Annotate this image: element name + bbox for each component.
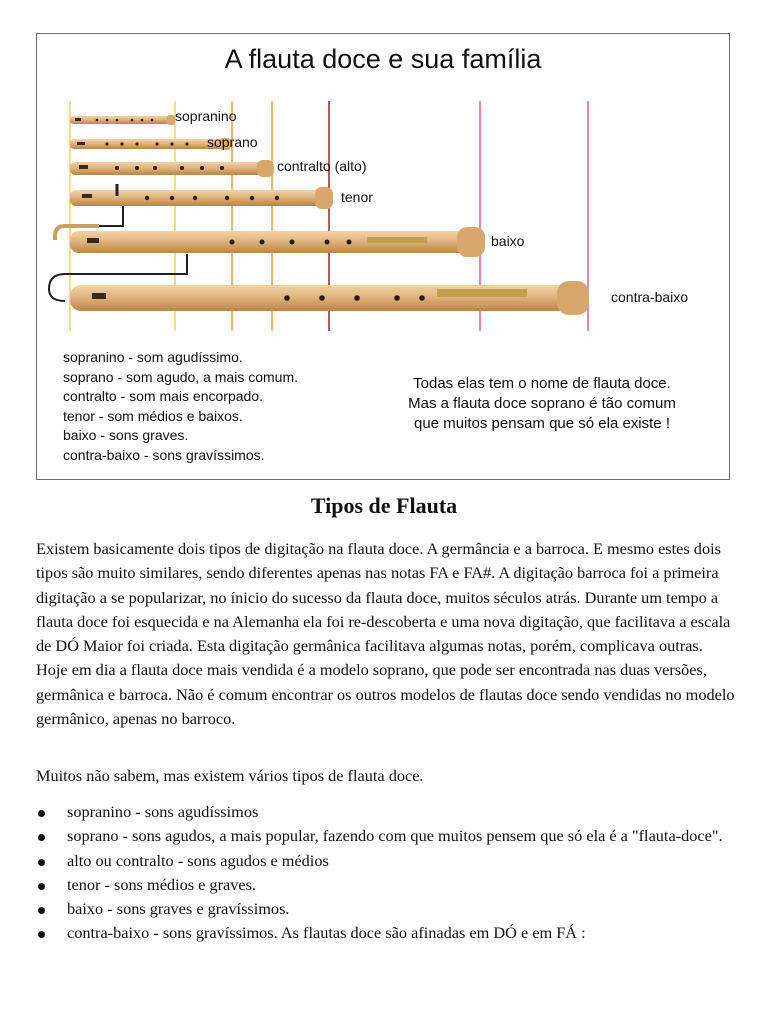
recorder-family-figure <box>36 33 730 480</box>
section-title: Tipos de Flauta <box>310 493 458 518</box>
description-line: tenor - som médios e baixos. <box>63 407 243 424</box>
recorder-tenor <box>70 184 333 209</box>
recorder-types-list <box>36 800 736 946</box>
label-baixo: baixo <box>491 233 525 249</box>
label-tenor: tenor <box>341 189 373 205</box>
label-sopranino: sopranino <box>175 108 237 124</box>
description-line: baixo - sons graves. <box>63 427 189 443</box>
recorder-description-list <box>63 348 298 465</box>
description-line: contra-baixo - sons gravíssimos. <box>63 446 265 463</box>
recorder-baixo <box>55 206 485 257</box>
note-line: Mas a flauta doce soprano é tão comum <box>408 395 676 412</box>
figure-note <box>372 374 712 434</box>
intro-paragraph: Existem basicamente dois tipos de digitação na flauta doce. A germância e a barroca. E mesmo estes dois tipos são muito similares, sendo diferentes apenas nas notas FA e FA#. A digitação barroca foi a primeira digitação a se popularizar, no ínicio do sucesso da flauta doce, muitos séculos atrás. Durante um tempo a flauta doce foi esquecida e na Alemanha ela foi re-descoberta e uma nova digitação, que facilitava a escala de DÓ Maior foi criada. Esta digitação germânica facilitava algumas notas, porém, complicava outras. Hoje em dia a flauta doce mais vendida é a modelo soprano, que pode ser encontrada nas duas versões, germânica e barroca. Não é comum encontrar os outros modelos de flautas doce sendo vendidas no modelo germânico, apenas no barroco. <box>36 539 735 729</box>
note-line: que muitos pensam que só ela existe ! <box>414 415 670 432</box>
list-item: alto ou contralto - sons agudos e médios <box>36 849 736 873</box>
list-item: sopranino - sons agudíssimos <box>36 800 736 824</box>
recorder-sopranino <box>70 115 175 125</box>
list-item: contra-baixo - sons gravíssimos. As flautas doce são afinadas em DÓ e em FÁ : <box>36 921 736 945</box>
figure-title: A flauta doce e sua família <box>224 44 542 74</box>
description-line: soprano - som agudo, a mais comum. <box>63 368 298 385</box>
description-line: sopranino - som agudíssimo. <box>63 349 243 365</box>
label-contra-baixo: contra-baixo <box>611 289 689 305</box>
description-line: contralto - som mais encorpado. <box>63 388 263 404</box>
note-line: Todas elas tem o nome de flauta doce. <box>413 375 671 392</box>
list-item: soprano - sons agudos, a mais popular, fazendo com que muitos pensem que só ela é a "flauta-doce". <box>36 824 736 848</box>
recorder-contra-baixo <box>49 254 589 315</box>
recorder-contralto <box>70 160 274 177</box>
label-soprano: soprano <box>207 134 258 150</box>
types-paragraph: Muitos não sabem, mas existem vários tipos de flauta doce. <box>36 766 424 785</box>
list-item: tenor - sons médios e graves. <box>36 873 736 897</box>
label-contralto: contralto (alto) <box>277 158 367 174</box>
list-item: baixo - sons graves e gravíssimos. <box>36 897 736 921</box>
